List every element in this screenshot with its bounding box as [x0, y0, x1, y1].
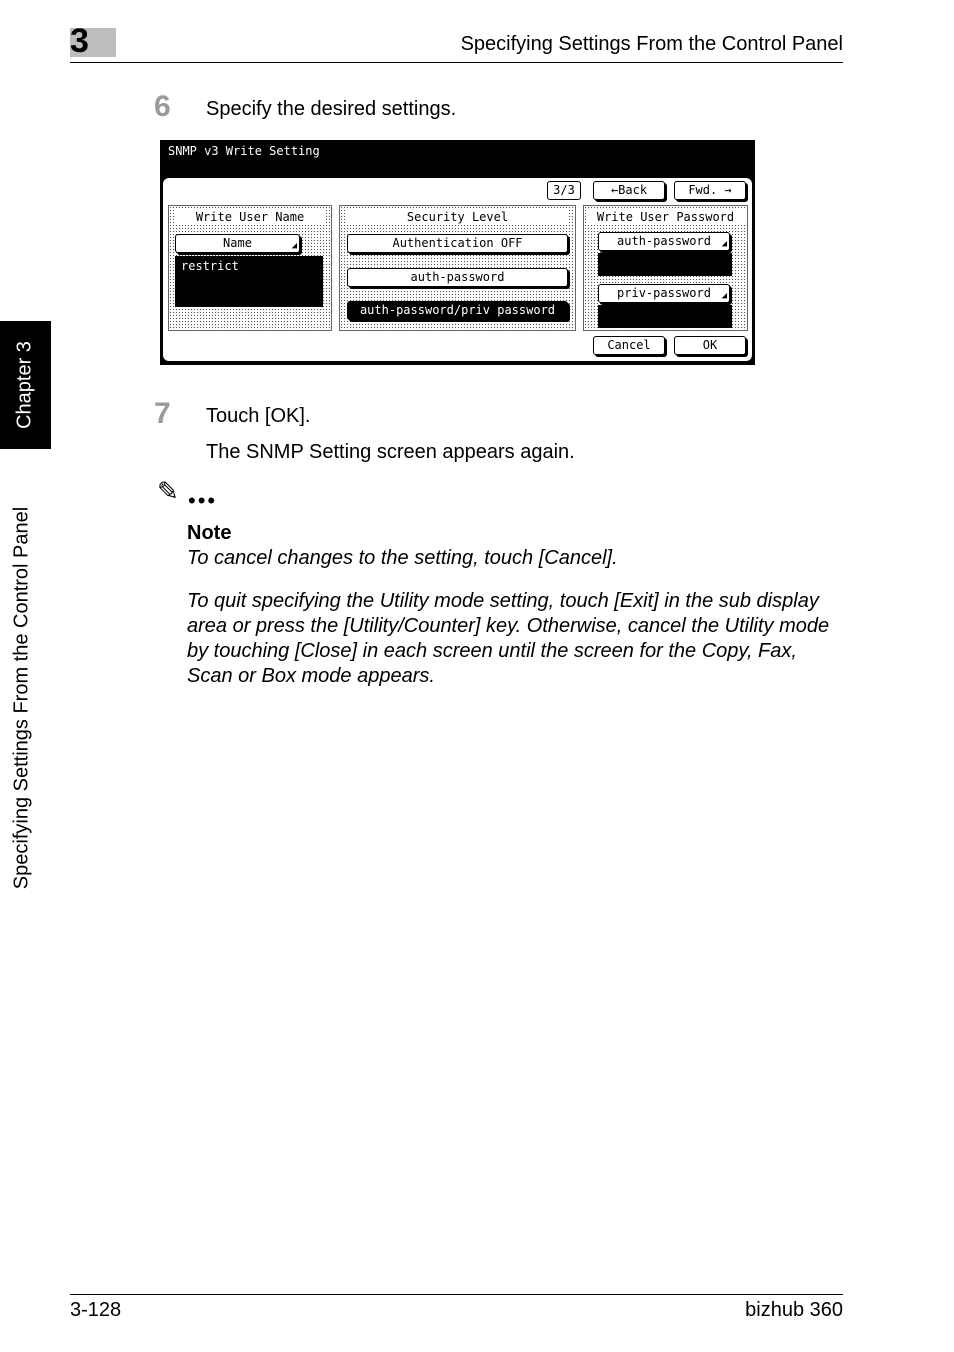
- cancel-button[interactable]: Cancel: [593, 336, 665, 355]
- note-paragraph: To quit specifying the Utility mode setting, touch [Exit] in the sub display area or press the [Utility/Counter] key. Otherwise, cancel the Utility mode by touching [Close] in each screen until the screen for the Copy, Fax, Scan or Box mode appears.: [187, 590, 830, 687]
- write-user-name-group: [168, 205, 332, 331]
- auth-priv-password-option[interactable]: auth-password/priv password: [347, 301, 568, 320]
- page-indicator: 3/3: [547, 181, 581, 200]
- auth-password-button[interactable]: [598, 232, 730, 251]
- security-level-group: [339, 205, 576, 331]
- name-button-label: Name: [223, 236, 252, 250]
- priv-password-field: [598, 305, 732, 328]
- auth-password-button-label: auth-password: [617, 234, 711, 248]
- step-text: Specify the desired settings.: [206, 98, 457, 120]
- chapter-side-tab-label: Chapter 3: [13, 341, 36, 429]
- step-number: 6: [154, 90, 171, 123]
- step-subtext: The SNMP Setting screen appears again.: [206, 441, 575, 463]
- screen-title: SNMP v3 Write Setting: [168, 144, 320, 158]
- priv-password-button-label: priv-password: [617, 286, 711, 300]
- step-number: 7: [154, 397, 171, 430]
- auth-off-option[interactable]: Authentication OFF: [347, 234, 568, 253]
- auth-password-field: [598, 253, 732, 276]
- ok-button[interactable]: OK: [674, 336, 746, 355]
- pencil-icon: ✎: [157, 476, 179, 506]
- note-paragraph: To cancel changes to the setting, touch [Cancel].: [187, 547, 618, 569]
- forward-button[interactable]: Fwd. →: [674, 181, 746, 200]
- name-button[interactable]: [175, 234, 300, 253]
- write-user-password-group: [583, 205, 748, 331]
- user-name-value: restrict: [175, 256, 323, 307]
- page-number: 3-128: [70, 1299, 122, 1321]
- ellipsis-icon: •••: [188, 488, 218, 513]
- screen-panel: [163, 178, 752, 361]
- write-user-password-title: Write User Password: [586, 209, 745, 225]
- security-level-title: Security Level: [346, 209, 569, 225]
- side-section-title: Specifying Settings From the Control Panel: [10, 506, 33, 890]
- chapter-number: 3: [70, 22, 89, 60]
- product-name: bizhub 360: [745, 1299, 843, 1321]
- header-divider: [70, 62, 843, 63]
- back-button[interactable]: ←Back: [593, 181, 665, 200]
- footer-divider: [70, 1294, 843, 1295]
- edit-corner-icon: ◢: [291, 241, 297, 251]
- auth-password-option[interactable]: auth-password: [347, 268, 568, 287]
- priv-password-button[interactable]: [598, 284, 730, 303]
- step-text: Touch [OK].: [206, 405, 311, 427]
- chapter-side-tab: [0, 321, 51, 449]
- edit-corner-icon: ◢: [721, 239, 727, 249]
- write-user-name-title: Write User Name: [175, 209, 325, 225]
- page-header-title: Specifying Settings From the Control Panel: [460, 33, 843, 55]
- edit-corner-icon: ◢: [721, 291, 727, 301]
- note-label: Note: [187, 522, 232, 544]
